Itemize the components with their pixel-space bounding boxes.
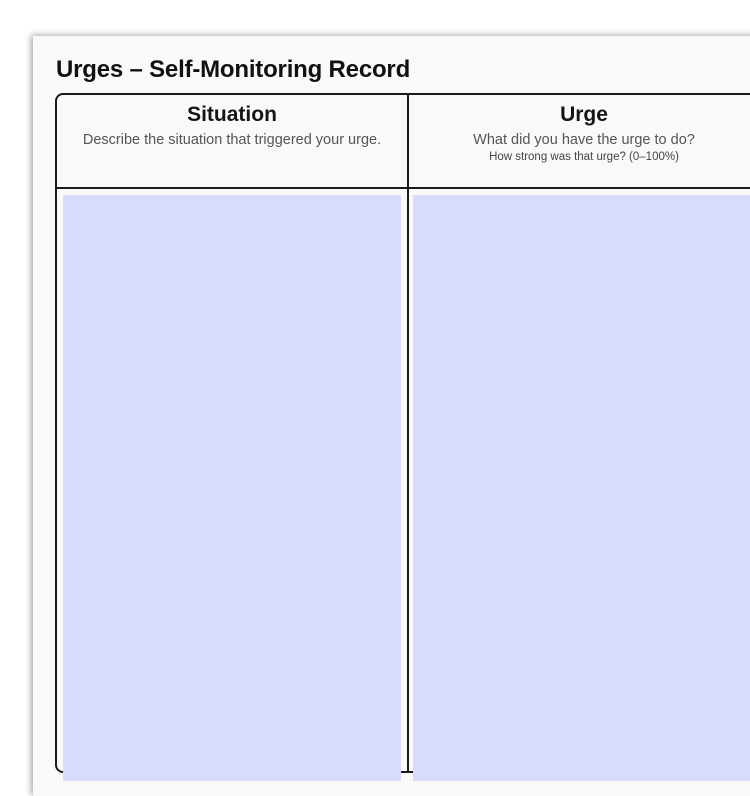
situation-response-area[interactable] xyxy=(63,195,401,781)
column-title-situation: Situation xyxy=(187,103,277,126)
urge-response-area[interactable] xyxy=(413,195,750,781)
column-header-situation xyxy=(57,95,407,187)
column-divider xyxy=(407,95,409,771)
column-description-urge: What did you have the urge to do? xyxy=(473,132,695,148)
column-description-situation: Describe the situation that triggered your urge. xyxy=(82,132,382,148)
header-divider xyxy=(57,187,750,189)
worksheet-title: Urges – Self-Monitoring Record xyxy=(56,56,411,83)
column-header-urge xyxy=(409,95,750,187)
column-subtext-urge: How strong was that urge? (0–100%) xyxy=(489,151,679,163)
column-title-urge: Urge xyxy=(560,103,608,126)
record-table xyxy=(55,93,750,773)
